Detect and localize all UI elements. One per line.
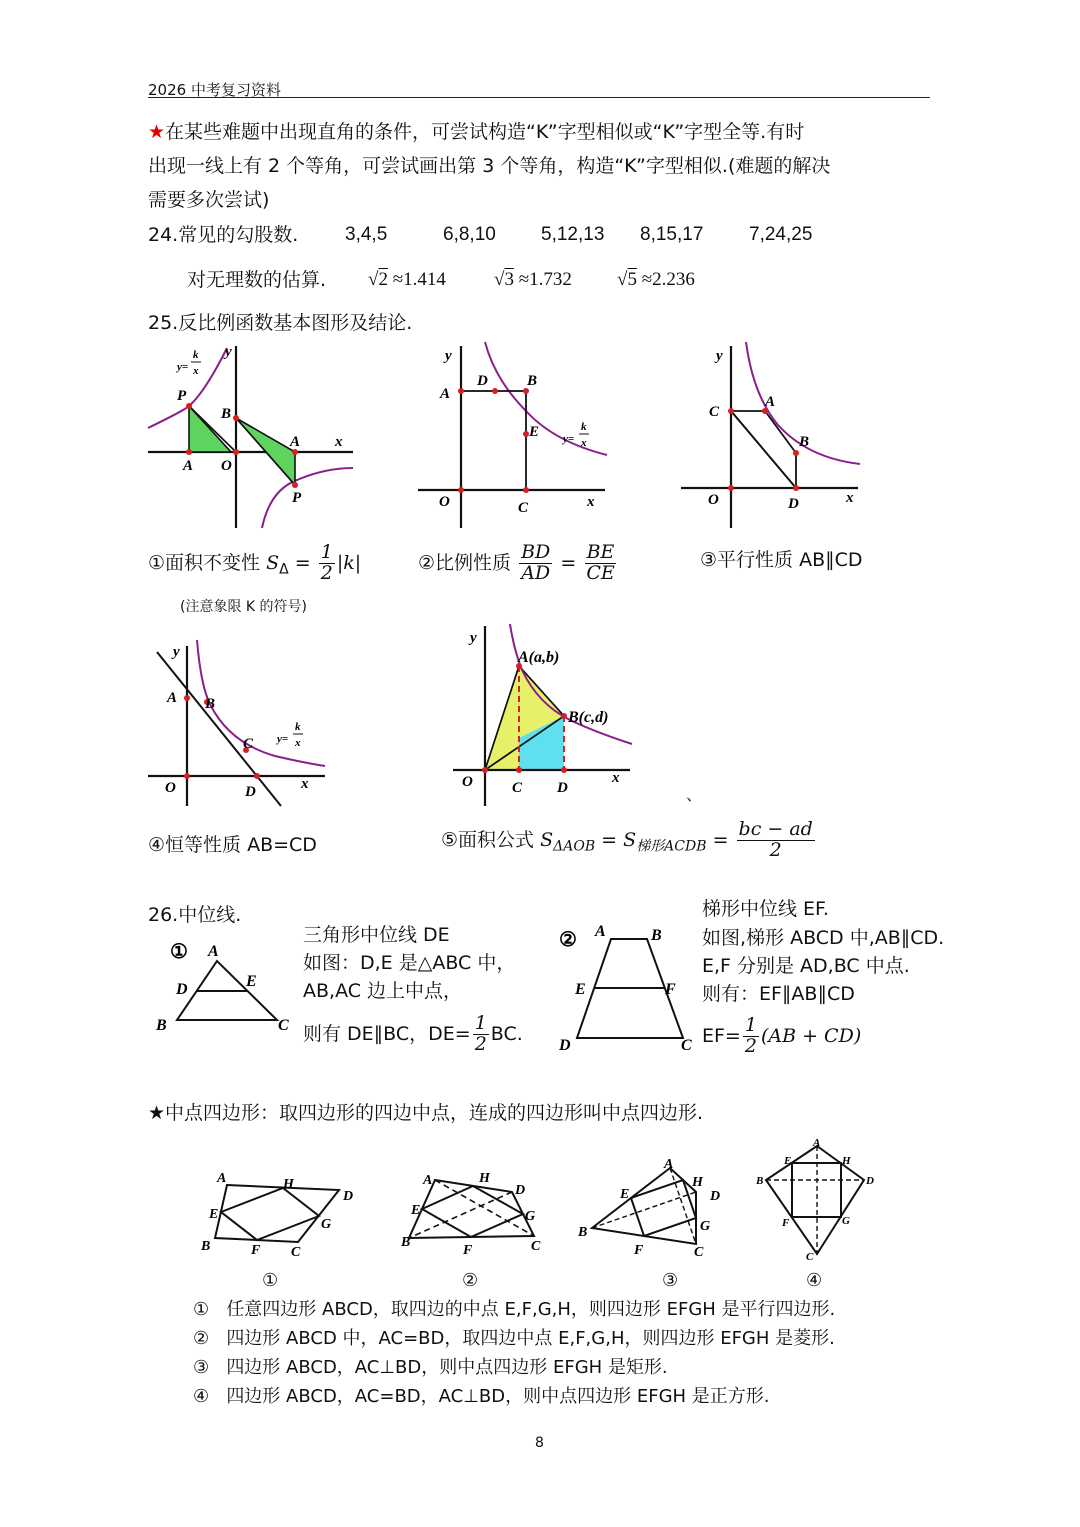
fig2-label: A	[440, 386, 451, 402]
fig5-label: D	[557, 780, 568, 796]
q4-label: C	[806, 1251, 814, 1263]
estimate-sqrt5: √5 ≈2.236	[617, 269, 695, 290]
header-rule	[148, 97, 930, 98]
figure-inverse-1	[145, 340, 360, 532]
s24-title: 24.常见的勾股数.	[148, 224, 299, 246]
figure-inverse-2	[415, 340, 615, 532]
q1-label: A	[217, 1171, 227, 1186]
caption-ratio: ②比例性质 $\frac{BD}{AD}$ = $\frac{BE}{CE}$	[418, 541, 615, 584]
fig3-label: O	[708, 492, 719, 508]
figure-midpoint-1	[195, 1160, 365, 1260]
q1-label: F	[251, 1243, 261, 1258]
fig2-label: x	[587, 494, 595, 510]
doc-header: 2026 中考复习资料	[148, 81, 281, 99]
fig4-fn: y=	[277, 733, 289, 745]
q4-label: E	[784, 1155, 792, 1167]
q2-label: C	[531, 1239, 541, 1254]
trap-text-5: EF= $\frac{1}{2}$ (AB + CD)	[702, 1014, 862, 1057]
page-number: 8	[535, 1435, 544, 1451]
fig3-label: C	[709, 404, 720, 420]
fig-num-4: ④	[806, 1270, 823, 1291]
q3-label: F	[634, 1243, 644, 1258]
caption-area-formula: ⑤面积公式 $S_{\Delta AOB} = S_{梯形ACDB}$ = $\frac{bc - ad}{2}$	[441, 818, 813, 861]
conclusion-2: ② 四边形 ABCD 中，AC=BD，取四边中点 E,F,G,H，则四边形 EFGH 是菱形.	[193, 1328, 835, 1349]
q3-label: A	[664, 1157, 674, 1172]
fig5-label: B(c,d)	[568, 709, 609, 726]
intro-line-3: 需要多次尝试)	[148, 189, 270, 211]
fig3-label: B	[799, 434, 810, 450]
fig1-label: x	[335, 434, 343, 450]
fig4-label: D	[245, 784, 256, 800]
q1-label: G	[321, 1217, 332, 1232]
fig-num-1: ①	[262, 1270, 279, 1291]
fig-num-3: ③	[662, 1270, 679, 1291]
q1-label: B	[201, 1239, 211, 1254]
q2-label: B	[401, 1235, 411, 1250]
fig3-label: y	[716, 348, 723, 364]
trap-label: A	[595, 923, 606, 940]
triple-4: 8,15,17	[640, 224, 704, 245]
q4-label: H	[842, 1155, 851, 1167]
fig1-label: P	[292, 490, 302, 506]
q2-label: G	[525, 1209, 536, 1224]
q4-label: D	[866, 1175, 874, 1187]
fig5-label: y	[470, 630, 477, 646]
tri-label: D	[176, 981, 188, 998]
fig1-fn: y=	[177, 361, 189, 373]
triple-5: 7,24,25	[749, 224, 813, 245]
fig1-label: B	[221, 406, 232, 422]
mid-title: ★中点四边形：取四边形的四边中点，连成的四边形叫中点四边形.	[148, 1102, 704, 1124]
fig4-label: B	[205, 696, 216, 712]
s25-title: 25.反比例函数基本图形及结论.	[148, 312, 413, 334]
trap-text-3: E,F 分别是 AD,BC 中点.	[702, 955, 910, 977]
fig5-label: x	[612, 770, 620, 786]
estimate-sqrt2: √2 ≈1.414	[368, 269, 446, 290]
triple-1: 3,4,5	[345, 224, 388, 245]
caption-parallel: ③平行性质 AB∥CD	[700, 549, 863, 571]
tri-label: A	[208, 943, 219, 960]
triple-3: 5,12,13	[541, 224, 605, 245]
fig4-label: x	[301, 776, 309, 792]
fig5-label: A(a,b)	[518, 649, 560, 666]
fig1-label: P	[177, 388, 187, 404]
q4-label: A	[813, 1137, 821, 1149]
trap-label: D	[559, 1037, 571, 1054]
conclusion-1: ① 任意四边形 ABCD，取四边的中点 E,F,G,H，则四边形 EFGH 是平行四边形.	[193, 1299, 836, 1320]
tri-label: B	[156, 1017, 167, 1034]
q2-label: D	[515, 1183, 526, 1198]
trap-num: ②	[559, 929, 577, 951]
fig4-x: x	[295, 737, 301, 749]
caption-identity: ④恒等性质 AB=CD	[148, 834, 317, 856]
q4-label: B	[756, 1175, 764, 1187]
trap-label: B	[651, 927, 662, 944]
tri-text-4: 则有 DE∥BC，DE= $\frac{1}{2}$ BC.	[303, 1012, 523, 1055]
conclusion-3: ③ 四边形 ABCD，AC⊥BD，则中点四边形 EFGH 是矩形.	[193, 1357, 668, 1378]
fig1-x: x	[193, 365, 199, 377]
fig2-k: k	[581, 421, 587, 433]
q3-label: E	[620, 1187, 630, 1202]
tri-text-3: AB,AC 边上中点，	[303, 980, 463, 1002]
figure-inverse-3	[678, 340, 868, 532]
q1-label: D	[343, 1189, 354, 1204]
tri-label: E	[246, 973, 257, 990]
fig2-label: E	[529, 424, 540, 440]
tri-text-2: 如图：D,E 是△ABC 中，	[303, 952, 516, 974]
q4-label: G	[842, 1215, 850, 1227]
fig4-label: y	[173, 644, 180, 660]
trap-text-1: 梯形中位线 EF.	[702, 898, 829, 920]
figure-inverse-4	[145, 638, 335, 810]
tri-num: ①	[170, 941, 188, 963]
fig2-label: y	[445, 348, 452, 364]
caption-area-invariance: ①面积不变性 $S_\Delta$ = $\frac{1}{2}$ |k|	[148, 541, 362, 584]
q2-label: E	[411, 1203, 421, 1218]
figure-midpoint-3	[574, 1154, 734, 1260]
q2-label: F	[463, 1243, 473, 1258]
fig4-label: A	[167, 690, 178, 706]
q1-label: H	[283, 1177, 294, 1192]
fig2-label: C	[518, 500, 529, 516]
q3-label: C	[694, 1245, 704, 1260]
fig3-label: A	[765, 394, 776, 410]
fig1-label: A	[290, 434, 301, 450]
fig1-label: A	[183, 458, 194, 474]
s26-title: 26.中位线.	[148, 904, 242, 926]
fig3-label: x	[846, 490, 854, 506]
fig2-label: D	[477, 373, 488, 389]
q2-label: H	[479, 1171, 490, 1186]
q3-label: D	[710, 1189, 721, 1204]
q1-label: C	[291, 1245, 301, 1260]
q2-label: A	[423, 1173, 433, 1188]
triple-2: 6,8,10	[443, 224, 496, 245]
fig4-label: O	[165, 780, 176, 796]
trap-label: E	[575, 981, 586, 998]
trap-text-4: 则有：EF∥AB∥CD	[702, 983, 855, 1005]
figure-midpoint-2	[395, 1160, 555, 1260]
intro-line-2: 出现一线上有 2 个等角，可尝试画出第 3 个等角，构造“K”字型相似.(难题的解决	[148, 155, 831, 177]
q4-label: F	[782, 1217, 790, 1229]
fig4-k: k	[295, 721, 301, 733]
q1-label: E	[209, 1207, 219, 1222]
tri-label: C	[278, 1017, 289, 1034]
estimate-sqrt3: √3 ≈1.732	[494, 269, 572, 290]
stray-mark: 、	[686, 785, 703, 804]
trap-label: F	[665, 981, 676, 998]
fig5-label: O	[462, 774, 473, 790]
fig1-label: O	[221, 458, 232, 474]
fig-num-2: ②	[462, 1270, 479, 1291]
q3-label: G	[700, 1219, 711, 1234]
trap-text-2: 如图,梯形 ABCD 中,AB∥CD.	[702, 927, 945, 949]
fig2-label: O	[439, 494, 450, 510]
fig1-label: y	[225, 344, 232, 360]
fig2-label: B	[527, 373, 538, 389]
fig2-fn: y=	[563, 433, 575, 445]
caption-note: (注意象限 K 的符号)	[180, 599, 308, 615]
tri-text-1: 三角形中位线 DE	[303, 924, 450, 946]
fig1-k: k	[193, 349, 199, 361]
q3-label: B	[578, 1225, 588, 1240]
fig4-label: C	[243, 736, 254, 752]
intro-line-1: ★在某些难题中出现直角的条件，可尝试构造“K”字型相似或“K”字型全等.有时	[148, 121, 805, 143]
star-icon: ★	[148, 121, 166, 143]
figure-triangle-midline	[148, 936, 298, 1036]
q3-label: H	[692, 1175, 703, 1190]
fig2-x: x	[581, 437, 587, 449]
figure-midpoint-4	[752, 1136, 882, 1266]
figure-inverse-5	[450, 620, 640, 812]
estimate-label: 对无理数的估算.	[187, 269, 327, 291]
fig3-label: D	[788, 496, 799, 512]
figure-trapezoid-midline	[555, 920, 695, 1060]
conclusion-4: ④ 四边形 ABCD，AC=BD，AC⊥BD，则中点四边形 EFGH 是正方形.	[193, 1386, 770, 1407]
fig5-label: C	[512, 780, 523, 796]
trap-label: C	[681, 1037, 692, 1054]
